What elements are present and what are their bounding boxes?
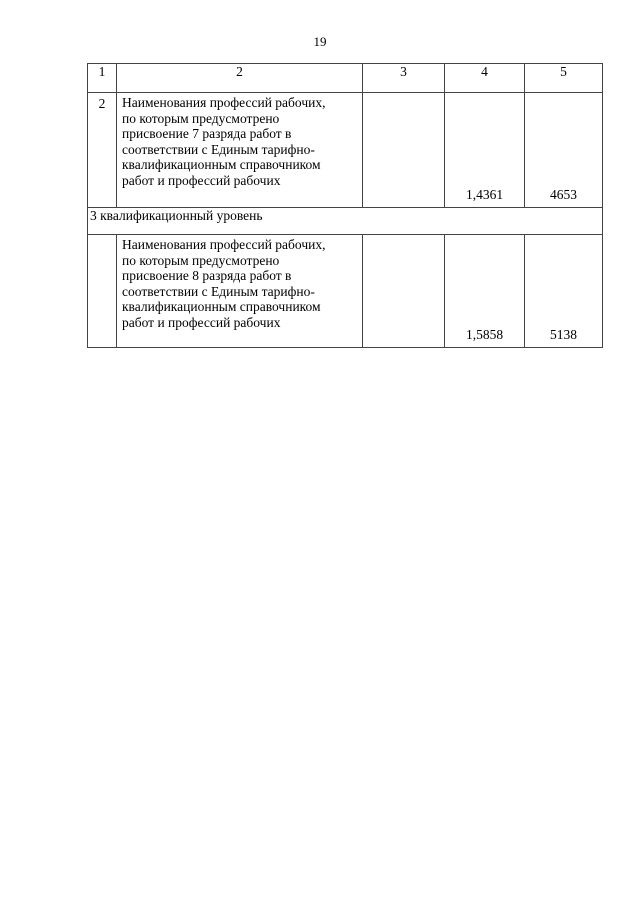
row-number bbox=[88, 235, 117, 348]
table-header-row bbox=[88, 64, 603, 93]
salary-cell: 5138 bbox=[525, 235, 603, 348]
header-cell-5: 5 bbox=[525, 64, 603, 93]
empty-cell bbox=[363, 93, 445, 208]
row-number: 2 bbox=[88, 93, 117, 208]
description-line: соответствии с Единым тарифно- bbox=[122, 141, 315, 157]
description-line: присвоение 8 разряда работ в bbox=[122, 268, 292, 283]
profession-description bbox=[117, 235, 363, 348]
description-line: квалификационным справочником bbox=[122, 299, 321, 314]
table-row bbox=[88, 93, 603, 208]
description-line: присвоение 7 разряда работ в bbox=[122, 126, 292, 141]
header-cell-3: 3 bbox=[363, 64, 445, 93]
description-line: по которым предусмотрено bbox=[122, 110, 280, 126]
profession-description bbox=[117, 93, 363, 208]
header-cell-2: 2 bbox=[117, 64, 363, 93]
description-line: квалификационным справочником bbox=[122, 157, 321, 172]
table-row bbox=[88, 235, 603, 348]
description-line: соответствии с Единым тарифно- bbox=[122, 283, 315, 299]
description-line: по которым предусмотрено bbox=[122, 252, 280, 268]
salary-cell: 4653 bbox=[525, 93, 603, 208]
coefficient-cell: 1,4361 bbox=[445, 93, 525, 208]
header-cell-4: 4 bbox=[445, 64, 525, 93]
description-line: работ и профессий рабочих bbox=[122, 314, 281, 330]
description-line: Наименования профессий рабочих, bbox=[122, 95, 326, 110]
salary-table bbox=[87, 63, 603, 348]
page-number: 19 bbox=[313, 34, 327, 49]
qualification-level-label: 3 квалификационный уровень bbox=[88, 208, 603, 235]
qualification-level-row bbox=[88, 208, 603, 235]
empty-cell bbox=[363, 235, 445, 348]
coefficient-cell: 1,5858 bbox=[445, 235, 525, 348]
description-line: работ и профессий рабочих bbox=[122, 172, 281, 188]
description-line: Наименования профессий рабочих, bbox=[122, 237, 326, 252]
header-cell-1: 1 bbox=[88, 64, 117, 93]
